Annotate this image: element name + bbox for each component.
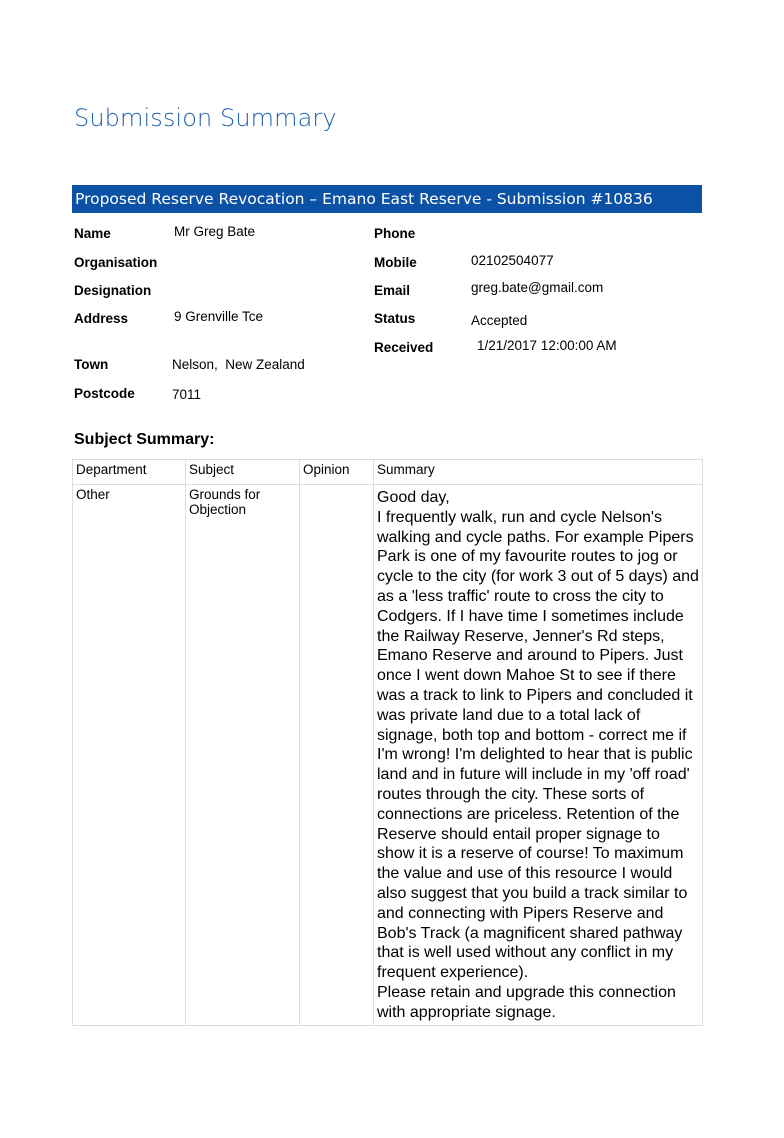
status-value: Accepted — [471, 313, 528, 328]
summary-text: Good day, I frequently walk, run and cycle Nelson's walking and cycle paths. For example Pipers Park is one of my favourite routes to jog or cycle to the city (for work 3 out of 5 days) and as a 'less traffic' route to cross the city to Codgers. If I have time I sometimes include the Railway Reserve, Jenner's Rd steps, Emano Reserve and around to Pipers. Just once I went down Mahoe St to see if there was a track to link to Pipers and concluded it was private land due to a total lack of signage, both top and bottom - correct me if I'm wrong! I'm delighted to hear that is public land and in future will include in my 'off road' routes through the city. These sorts of connections are priceless. Retention of the Reserve should entail proper signage to show it is a reserve of course! To maximum the value and use of this resource I would also suggest that you build a track similar to and connecting with Pipers Reserve and Bob's Track (a magnificent shared pathway that is well used without any conflict in my frequent experience). Please retain and upgrade this connection with appropriate signage. — [377, 489, 699, 1021]
phone-label: Phone — [374, 226, 416, 241]
opinion-cell — [300, 485, 374, 1026]
subject-summary-heading: Subject Summary: — [74, 431, 215, 448]
received-label: Received — [374, 340, 434, 355]
name-value: Mr Greg Bate — [174, 224, 256, 239]
mobile-label: Mobile — [374, 255, 417, 270]
column-header-summary: Summary — [374, 460, 703, 485]
table-row — [73, 485, 703, 1026]
mobile-value: 02102504077 — [471, 253, 554, 268]
postcode-label: Postcode — [74, 386, 135, 401]
town-label: Town — [74, 357, 109, 372]
summary-cell — [374, 485, 703, 1026]
received-value: 1/21/2017 12:00:00 AM — [477, 338, 617, 353]
subject-summary-table — [72, 459, 703, 1026]
organisation-label: Organisation — [74, 255, 158, 270]
address-value: 9 Grenville Tce — [174, 309, 264, 324]
email-value: greg.bate@gmail.com — [471, 280, 604, 295]
name-label: Name — [74, 226, 111, 241]
address-label: Address — [74, 311, 129, 326]
town-value: Nelson, New Zealand — [172, 357, 305, 372]
designation-label: Designation — [74, 283, 152, 298]
column-header-opinion: Opinion — [300, 460, 374, 485]
column-header-subject: Subject — [186, 460, 300, 485]
table-header-row — [73, 460, 703, 485]
email-label: Email — [374, 283, 411, 298]
page-title: Submission Summary — [74, 104, 337, 132]
submission-banner: Proposed Reserve Revocation – Emano East Reserve - Submission #10836 — [72, 185, 702, 213]
postcode-value: 7011 — [172, 387, 202, 402]
subject-cell: Grounds for Objection — [186, 485, 300, 1026]
column-header-department: Department — [73, 460, 186, 485]
department-cell: Other — [73, 485, 186, 1026]
status-label: Status — [374, 311, 416, 326]
